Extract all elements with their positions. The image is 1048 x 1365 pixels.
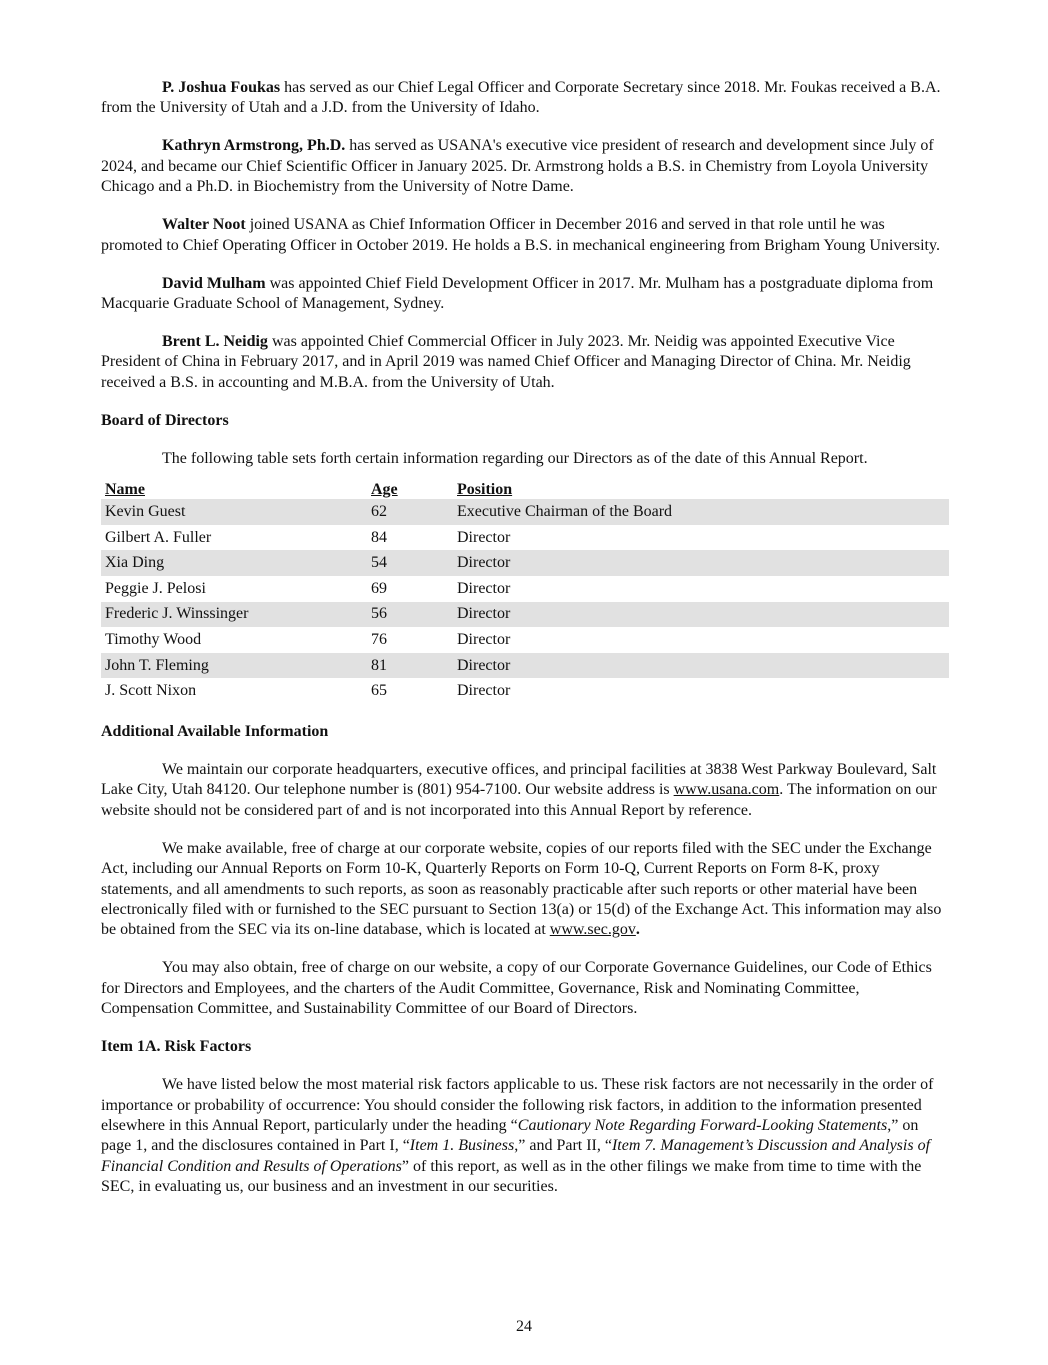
director-age: 56 [367, 602, 453, 628]
director-position: Executive Chairman of the Board [453, 499, 949, 525]
column-header-age: Age [371, 481, 398, 499]
column-header-position: Position [457, 481, 513, 499]
paragraph-text: . [635, 921, 640, 939]
director-position: Director [457, 682, 511, 700]
exec-name: P. Joshua Foukas [162, 79, 281, 96]
usana-website-link[interactable]: www.usana.com [673, 781, 780, 799]
table-row [101, 550, 949, 576]
exec-bio-neidig [101, 332, 949, 393]
paragraph-text: . The information on our website should not be considered part of and is not incorporated into this Annual Report by reference. [101, 781, 937, 819]
sec-website-link[interactable]: www.sec.gov [549, 921, 636, 939]
table-row [101, 678, 949, 704]
director-name: J. Scott Nixon [105, 682, 197, 700]
paragraph-text: ,” on page 1, and the disclosures contained in Part I, “ [101, 1117, 919, 1155]
exec-bio-noot [101, 215, 949, 256]
risk-factors-paragraph [101, 1075, 949, 1197]
board-heading: Board of Directors [101, 411, 229, 429]
exec-bio-text: was appointed Chief Field Development Officer in 2017. Mr. Mulham has a postgraduate diploma from Macquarie Graduate School of Management, Sydney. [101, 274, 934, 313]
director-age: 81 [367, 653, 453, 679]
director-position: Director [457, 579, 511, 597]
director-position: Director [453, 550, 949, 576]
director-name: Timothy Wood [105, 631, 202, 649]
table-row [101, 653, 949, 679]
exec-name: Walter Noot [162, 216, 246, 234]
director-name: Frederic J. Winssinger [101, 602, 367, 628]
director-age: 76 [371, 631, 387, 649]
exec-bio-foukas [101, 78, 949, 119]
director-position: Director [457, 631, 511, 649]
table-header-row [101, 475, 949, 499]
table-row [101, 525, 949, 551]
director-age: 69 [371, 579, 387, 597]
table-row [101, 627, 949, 653]
board-intro: The following table sets forth certain information regarding our Directors as of the date of this Annual Report. [162, 449, 868, 467]
director-name: Gilbert A. Fuller [105, 528, 212, 546]
director-age: 54 [367, 550, 453, 576]
director-age: 84 [371, 528, 387, 546]
exec-bio-text: has served as our Chief Legal Officer and Corporate Secretary since 2018. Mr. Foukas received a B.A. from the University of Utah and a J.D. from the University of Idaho. [101, 79, 941, 117]
exec-name: Kathryn Armstrong, Ph.D. [162, 137, 346, 155]
paragraph-text: We have listed below the most material risk factors applicable to us. These risk factors are not necessarily in the order of importance or probability of occurrence: You should consider the following risk factors, in addition to the information presented elsewhere in this Annual Report, particularly under the heading “ [101, 1076, 934, 1135]
director-position: Director [453, 602, 949, 628]
exec-name: David Mulham [162, 274, 266, 292]
table-row [101, 602, 949, 628]
column-header-name: Name [105, 481, 145, 499]
governance-paragraph: You may also obtain, free of charge on our website, a copy of our Corporate Governance Guidelines, our Code of Ethics for Directors and Employees, and the charters of the Audit Committee, Governance, Risk and Nominating Committee, Compensation Committee, and Sustainability Committee of our Board of Directors. [101, 959, 932, 1018]
page-number: 24 [516, 1318, 532, 1335]
directors-table [101, 475, 949, 704]
director-name: Peggie J. Pelosi [105, 579, 206, 597]
exec-bio-mulham [101, 274, 949, 315]
risk-factors-heading: Item 1A. Risk Factors [101, 1038, 252, 1056]
headquarters-paragraph [101, 760, 949, 821]
director-name: John T. Fleming [101, 653, 367, 679]
paragraph-text: We make available, free of charge at our corporate website, copies of our reports filed with the SEC under the Exchange Act, including our Annual Reports on Form 10-K, Quarterly Reports on Form 10-Q, Current Reports on Form 8-K, proxy statements, and all amendments to such reports, as soon as reasonably practicable after such reports or other material have been electronically filed with or furnished to the SEC pursuant to Section 13(a) or 15(d) of the Exchange Act. This information may also be obtained from the SEC via its on-line database, which is located at [101, 839, 942, 939]
sec-reports-paragraph [101, 839, 949, 941]
paragraph-text: We maintain our corporate headquarters, executive offices, and principal facilities at 3838 West Parkway Boulevard, Salt Lake City, Utah 84120. Our telephone number is (801) 954-7100. Our website address is [101, 761, 937, 799]
exec-bio-text: joined USANA as Chief Information Officer in December 2016 and served in that role until he was promoted to Chief Operating Officer in October 2019. He holds a B.S. in mechanical engineering from Brigham Young University. [101, 216, 940, 254]
table-row [101, 576, 949, 602]
director-position: Director [457, 528, 511, 546]
director-name: Xia Ding [101, 550, 367, 576]
document-page [101, 78, 949, 1198]
italic-reference: Item 1. Business [409, 1137, 515, 1155]
table-row [101, 499, 949, 525]
italic-reference: Cautionary Note Regarding Forward-Looking Statements [517, 1117, 888, 1135]
exec-bio-text: has served as USANA's executive vice president of research and development since July of 2024, and became our Chief Scientific Officer in January 2025. Dr. Armstrong holds a B.S. in Chemistry from Loyola University Chicago and a Ph.D. in Biochemistry from the University of Notre Dame. [101, 137, 934, 196]
director-position: Director [453, 653, 949, 679]
exec-bio-text: was appointed Chief Commercial Officer in July 2023. Mr. Neidig was appointed Executive Vice President of China in February 2017, and in April 2019 was named Chief Officer and Managing Director of China. Mr. Neidig received a B.S. in accounting and M.B.A. from the University of Utah. [101, 333, 911, 391]
italic-reference: Item 7. Management’s Discussion and Analysis of Financial Condition and Results of Operations [101, 1137, 931, 1175]
director-name: Kevin Guest [101, 499, 367, 525]
paragraph-text: ” of this report, as well as in the other filings we make from time to time with the SEC, in evaluating us, our business and an investment in our securities. [101, 1157, 922, 1196]
director-age: 62 [367, 499, 453, 525]
exec-bio-armstrong [101, 136, 949, 197]
additional-info-heading: Additional Available Information [101, 723, 329, 740]
director-age: 65 [371, 682, 387, 700]
exec-name: Brent L. Neidig [162, 333, 268, 351]
paragraph-text: ,” and Part II, “ [514, 1137, 612, 1155]
